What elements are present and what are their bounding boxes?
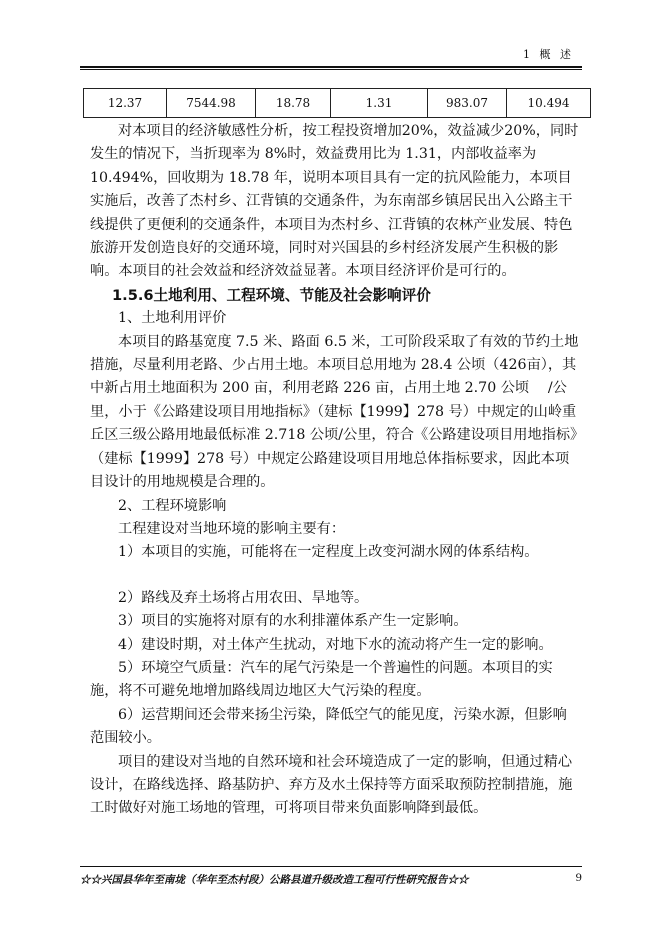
- chapter-label: 1 概 述: [523, 48, 574, 61]
- paragraph: 本项目的路基宽度 7.5 米、路面 6.5 米，工可阶段采取了有效的节约土地措施，尽量利用老路、少占用土地。本项目总用地为 28.4 公顷（426亩），其中新占用土地面积为 200 亩，利用老路 226 亩，占用土地 2.70 公顷 /公里，小于《公路建设项目用地指标》（建标【1999】278 号）中规定的山岭重丘区三级公路用地最低标准 2.718 公顷/公里，符合《公路建设项目用地指标》（建标【1999】278 号）中规定公路建设项目用地总体指标要求，因此本项目设计的用地规模是合理的。: [90, 333, 579, 491]
- section-heading: 1.5.6土地利用、工程环境、节能及社会影响评价: [112, 286, 431, 304]
- footer-rule: [80, 866, 582, 867]
- list-item: 5）环境空气质量：汽车的尾气污染是一个普遍性的问题。本项目的实施，将不可避免地增加路线周边地区大气污染的程度。: [90, 659, 553, 700]
- list-item: 2）路线及弃土场将占用农田、旱地等。: [118, 589, 369, 606]
- table-cell: 1.31: [331, 89, 428, 118]
- spacer: [90, 565, 580, 587]
- table-cell: 10.494: [507, 89, 591, 118]
- list-item: 6）运营期间还会带来扬尘污染，降低空气的能见度，污染水源，但影响范围较小。: [90, 706, 567, 747]
- subheading: 1、土地利用评价: [118, 310, 227, 327]
- list-item: 3）项目的实施将对原有的水利排灌体系产生一定影响。: [118, 613, 468, 630]
- footer-title: ☆☆兴国县华年至南垅（华年至杰村段）公路县道升级改造工程可行性研究报告☆☆: [80, 874, 469, 886]
- data-table: [83, 88, 591, 118]
- body-content: [90, 120, 580, 821]
- page-number: 9: [575, 872, 582, 884]
- paragraph: 对本项目的经济敏感性分析，按工程投资增加20%，效益减少20%，同时发生的情况下，当折现率为 8%时，效益费用比为 1.31，内部收益率为 10.494%，回收期为 18.78 年，说明本项目具有一定的抗风险能力，本项目实施后，改善了杰村乡、江背镇的交通条件，为东南部乡镇居民出入公路主干线提供了更便利的交通条件，本项目为杰村乡、江背镇的农林产业发展、特色旅游开发创造良好的交通环境，同时对兴国县的乡村经济发展产生积极的影响。本项目的社会效益和经济效益显著。本项目经济评价是可行的。: [90, 123, 579, 280]
- header-rule-thin: [80, 69, 582, 70]
- paragraph: 工程建设对当地环境的影响主要有：: [118, 520, 346, 537]
- table-cell: 7544.98: [167, 89, 256, 118]
- table-cell: 12.37: [84, 89, 167, 118]
- subheading: 2、工程环境影响: [118, 497, 227, 514]
- paragraph: 项目的建设对当地的自然环境和社会环境造成了一定的影响，但通过精心设计，在路线选择、路基防护、弃方及水土保持等方面采取预防控制措施，施工时做好对施工场地的管理，可将项目带来负面影响降到最低。: [90, 753, 573, 817]
- page-header: [80, 44, 582, 66]
- header-rule: [80, 66, 582, 68]
- table-cell: 983.07: [428, 89, 507, 118]
- table-cell: 18.78: [256, 89, 331, 118]
- page-footer: [80, 872, 582, 887]
- list-item: 1）本项目的实施，可能将在一定程度上改变河湖水网的体系结构。: [118, 544, 539, 561]
- list-item: 4）建设时期，对土体产生扰动，对地下水的流动将产生一定的影响。: [118, 636, 553, 653]
- table-row: [84, 89, 591, 118]
